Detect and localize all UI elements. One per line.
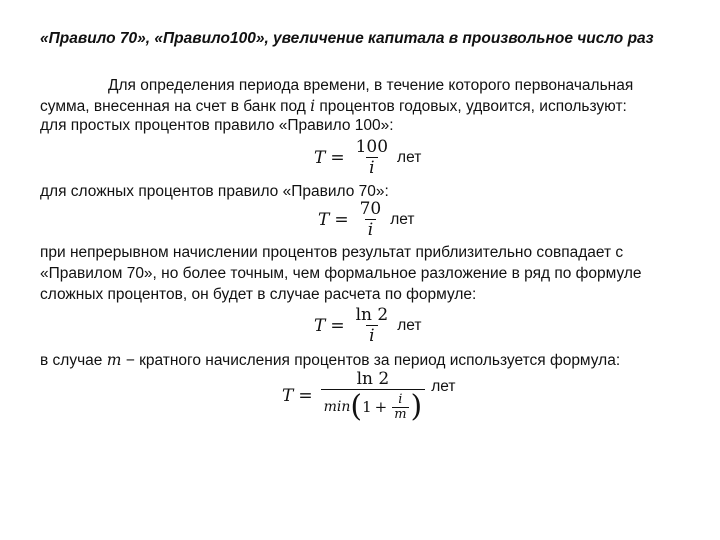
formula4-denominator	[321, 389, 426, 422]
formula4-plus: +	[374, 398, 388, 416]
formula1-lhs: T	[314, 147, 326, 168]
formula1-fraction	[353, 138, 391, 177]
formula-continuous	[314, 306, 421, 345]
formula2-numerator: 70	[359, 199, 382, 219]
para2: для сложных процентов правило «Правило 70»:	[40, 183, 389, 200]
formula4-unit: лет	[431, 378, 456, 395]
formula2-unit: лет	[390, 210, 415, 228]
formula4-eq: =	[298, 386, 313, 406]
para1-line3: для простых процентов правило «Правило 100»:	[40, 117, 394, 134]
formula4-rparen: )	[410, 389, 423, 424]
para4	[40, 350, 620, 371]
para3-line2: «Правилом 70», но более точным, чем формальное разложение в ряд по формуле	[40, 265, 642, 282]
formula1-eq: =	[330, 147, 345, 168]
formula-m-times	[282, 370, 456, 422]
slide-title: «Правило 70», «Правило100», увеличение капитала в произвольное число раз	[40, 30, 654, 47]
var-m: m	[106, 351, 122, 369]
formula4-inner-fraction	[392, 393, 408, 422]
para1-line2-b: процентов годовых, удвоится, используют:	[315, 98, 627, 115]
formula2-denominator: i	[365, 219, 376, 239]
formula4-numerator: ln 2	[356, 369, 390, 389]
para3-line3: сложных процентов, он будет в случае расчета по формуле:	[40, 286, 477, 303]
formula1-denominator: i	[366, 157, 377, 177]
formula1-unit: лет	[397, 148, 422, 166]
para4-prefix: в случае	[40, 352, 107, 369]
formula4-one: 1	[362, 398, 372, 416]
formula3-numerator: ln 2	[355, 305, 389, 325]
var-i: i	[310, 97, 316, 115]
para4-suffix: − кратного начисления процентов за период используется формула:	[121, 352, 621, 369]
formula-rule-70	[318, 200, 414, 239]
formula3-unit: лет	[397, 316, 422, 334]
formula2-fraction	[357, 200, 385, 239]
formula3-eq: =	[330, 315, 345, 336]
formula3-fraction	[353, 306, 392, 345]
formula2-lhs: T	[318, 209, 330, 230]
formula4-fraction	[321, 370, 426, 422]
formula4-lparen: (	[350, 389, 363, 424]
formula4-lhs: T	[282, 386, 294, 406]
para1-line2-a: сумма, внесенная на счет в банк под	[40, 98, 311, 115]
formula3-denominator: i	[366, 325, 377, 345]
formula3-lhs: T	[314, 315, 326, 336]
para1-line2	[40, 96, 627, 117]
para3-line1: при непрерывном начислении процентов результат приблизительно совпадает с	[40, 244, 624, 261]
formula1-numerator: 100	[355, 137, 389, 157]
formula4-inner-den: m	[394, 406, 407, 422]
formula4-min: min	[323, 399, 351, 415]
para1-line1: Для определения периода времени, в течение которого первоначальная	[108, 77, 634, 94]
formula-rule-100	[314, 138, 421, 177]
formula2-eq: =	[334, 209, 349, 230]
formula4-inner-num: i	[398, 391, 403, 407]
